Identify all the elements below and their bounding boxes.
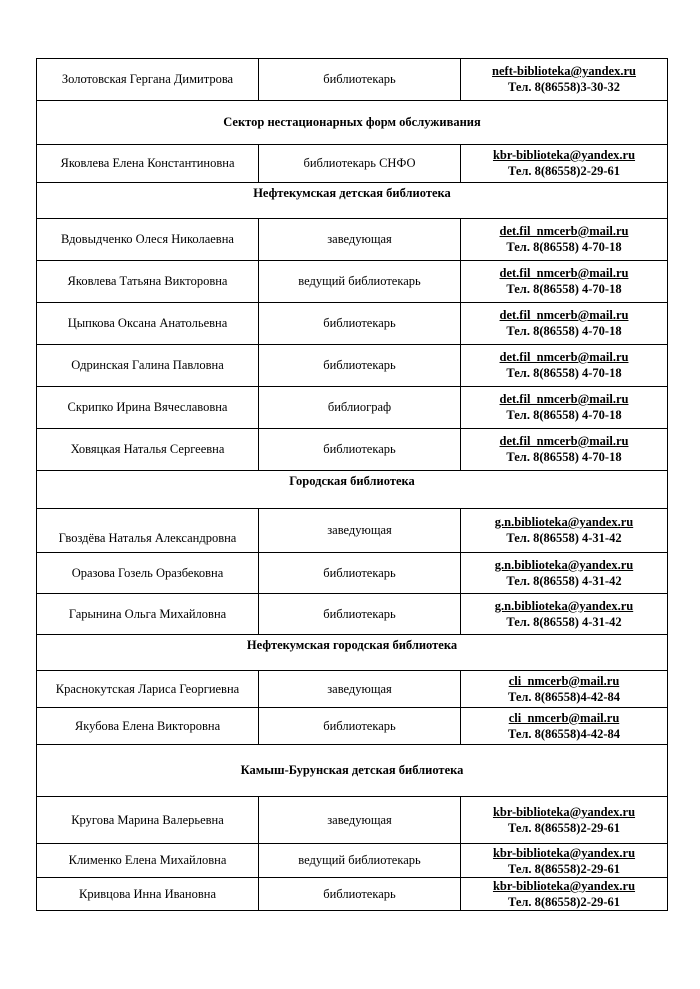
- table-row: [37, 219, 668, 261]
- contact-cell: [461, 671, 668, 708]
- section-heading: Камыш-Бурунская детская библиотека: [37, 745, 668, 797]
- contact-cell: [461, 261, 668, 303]
- table-row: [37, 429, 668, 471]
- phone-number: Тел. 8(86558) 4-70-18: [506, 324, 622, 338]
- contact-cell: [461, 878, 668, 911]
- employee-name: Яковлева Елена Константиновна: [37, 145, 259, 183]
- email-link[interactable]: kbr-biblioteka@yandex.ru: [492, 804, 636, 819]
- employee-position: библиограф: [259, 387, 461, 429]
- section-heading: Нефтекумская городская библиотека: [37, 635, 668, 671]
- table-row: [37, 708, 668, 745]
- contact-cell: [461, 553, 668, 594]
- email-link[interactable]: neft-biblioteka@yandex.ru: [492, 64, 636, 78]
- employee-position: библиотекарь: [259, 59, 461, 101]
- phone-number: Тел. 8(86558)2-29-61: [507, 820, 621, 835]
- employee-name: Оразова Гозель Оразбековна: [37, 553, 259, 594]
- phone-number: Тел. 8(86558)4-42-84: [507, 726, 621, 741]
- phone-number: Тел. 8(86558) 4-31-42: [506, 573, 622, 588]
- table-row: [37, 844, 668, 878]
- phone-number: Тел. 8(86558) 4-70-18: [506, 282, 622, 296]
- phone-number: Тел. 8(86558) 4-70-18: [506, 240, 622, 254]
- section-row: [37, 745, 668, 797]
- employee-name: Кругова Марина Валерьевна: [37, 797, 259, 844]
- employee-name: Вдовыдченко Олеся Николаевна: [37, 219, 259, 261]
- employee-position: ведущий библиотекарь: [259, 261, 461, 303]
- table-row: [37, 59, 668, 101]
- staff-contacts-table: [36, 58, 668, 911]
- email-link[interactable]: cli_nmcerb@mail.ru: [508, 673, 620, 688]
- phone-number: Тел. 8(86558)2-29-61: [507, 861, 621, 876]
- table-row: [37, 671, 668, 708]
- employee-position: ведущий библиотекарь: [259, 844, 461, 878]
- phone-number: Тел. 8(86558) 4-31-42: [506, 531, 622, 545]
- employee-position: заведующая: [259, 509, 461, 553]
- section-heading: Нефтекумская детская библиотека: [37, 183, 668, 219]
- contact-cell: [461, 429, 668, 471]
- employee-position: библиотекарь: [259, 429, 461, 471]
- email-link[interactable]: kbr-biblioteka@yandex.ru: [492, 845, 636, 860]
- employee-name: Гарынина Ольга Михайловна: [37, 594, 259, 635]
- employee-position: библиотекарь: [259, 303, 461, 345]
- email-link[interactable]: det.fil_nmcerb@mail.ru: [499, 434, 629, 448]
- employee-name: Яковлева Татьяна Викторовна: [37, 261, 259, 303]
- phone-number: Тел. 8(86558) 4-70-18: [506, 408, 622, 422]
- employee-name: Якубова Елена Викторовна: [37, 708, 259, 745]
- table-row: [37, 345, 668, 387]
- email-link[interactable]: kbr-biblioteka@yandex.ru: [492, 148, 636, 162]
- email-link[interactable]: cli_nmcerb@mail.ru: [508, 710, 620, 725]
- phone-number: Тел. 8(86558) 4-31-42: [506, 614, 622, 629]
- table-row: [37, 594, 668, 635]
- email-link[interactable]: g.n.biblioteka@yandex.ru: [494, 515, 634, 529]
- employee-position: библиотекарь: [259, 345, 461, 387]
- employee-position: библиотекарь СНФО: [259, 145, 461, 183]
- section-row: [37, 471, 668, 509]
- employee-name: Цыпкова Оксана Анатольевна: [37, 303, 259, 345]
- table-row: [37, 261, 668, 303]
- employee-name: Ховяцкая Наталья Сергеевна: [37, 429, 259, 471]
- contact-cell: [461, 708, 668, 745]
- employee-position: заведующая: [259, 219, 461, 261]
- contact-cell: [461, 345, 668, 387]
- email-link[interactable]: kbr-biblioteka@yandex.ru: [492, 879, 636, 893]
- employee-name: Скрипко Ирина Вячеславовна: [37, 387, 259, 429]
- employee-name: Клименко Елена Михайловна: [37, 844, 259, 878]
- email-link[interactable]: det.fil_nmcerb@mail.ru: [499, 350, 629, 364]
- email-link[interactable]: det.fil_nmcerb@mail.ru: [499, 392, 629, 406]
- contact-cell: [461, 387, 668, 429]
- table-row: [37, 387, 668, 429]
- email-link[interactable]: det.fil_nmcerb@mail.ru: [499, 224, 629, 238]
- section-row: [37, 635, 668, 671]
- table-row: [37, 145, 668, 183]
- table-row: [37, 553, 668, 594]
- email-link[interactable]: det.fil_nmcerb@mail.ru: [499, 308, 629, 322]
- employee-name: Золотовская Гергана Димитрова: [37, 59, 259, 101]
- phone-number: Тел. 8(86558) 4-70-18: [506, 450, 622, 464]
- table-row: [37, 303, 668, 345]
- section-row: [37, 101, 668, 145]
- employee-name: Гвоздёва Наталья Александровна: [37, 509, 259, 553]
- employee-position: заведующая: [259, 671, 461, 708]
- contact-cell: [461, 509, 668, 553]
- section-heading: Городская библиотека: [37, 471, 668, 509]
- table-row: [37, 878, 668, 911]
- email-link[interactable]: det.fil_nmcerb@mail.ru: [499, 266, 629, 280]
- section-heading: Сектор нестационарных форм обслуживания: [37, 101, 668, 145]
- table-row: [37, 509, 668, 553]
- contact-cell: [461, 219, 668, 261]
- phone-number: Тел. 8(86558)2-29-61: [507, 164, 621, 178]
- employee-position: библиотекарь: [259, 878, 461, 911]
- employee-name: Кривцова Инна Ивановна: [37, 878, 259, 911]
- phone-number: Тел. 8(86558)4-42-84: [507, 689, 621, 704]
- contact-cell: [461, 844, 668, 878]
- contact-cell: [461, 303, 668, 345]
- employee-name: Одринская Галина Павловна: [37, 345, 259, 387]
- email-link[interactable]: g.n.biblioteka@yandex.ru: [494, 557, 634, 572]
- phone-number: Тел. 8(86558) 4-70-18: [506, 366, 622, 380]
- employee-position: библиотекарь: [259, 553, 461, 594]
- table-row: [37, 797, 668, 844]
- section-row: [37, 183, 668, 219]
- employee-position: библиотекарь: [259, 708, 461, 745]
- contact-cell: [461, 594, 668, 635]
- employee-name: Краснокутская Лариса Георгиевна: [37, 671, 259, 708]
- phone-number: Тел. 8(86558)3-30-32: [507, 80, 621, 94]
- contact-cell: [461, 59, 668, 101]
- employee-position: заведующая: [259, 797, 461, 844]
- email-link[interactable]: g.n.biblioteka@yandex.ru: [494, 598, 634, 613]
- phone-number: Тел. 8(86558)2-29-61: [507, 895, 621, 909]
- contact-cell: [461, 797, 668, 844]
- contact-cell: [461, 145, 668, 183]
- employee-position: библиотекарь: [259, 594, 461, 635]
